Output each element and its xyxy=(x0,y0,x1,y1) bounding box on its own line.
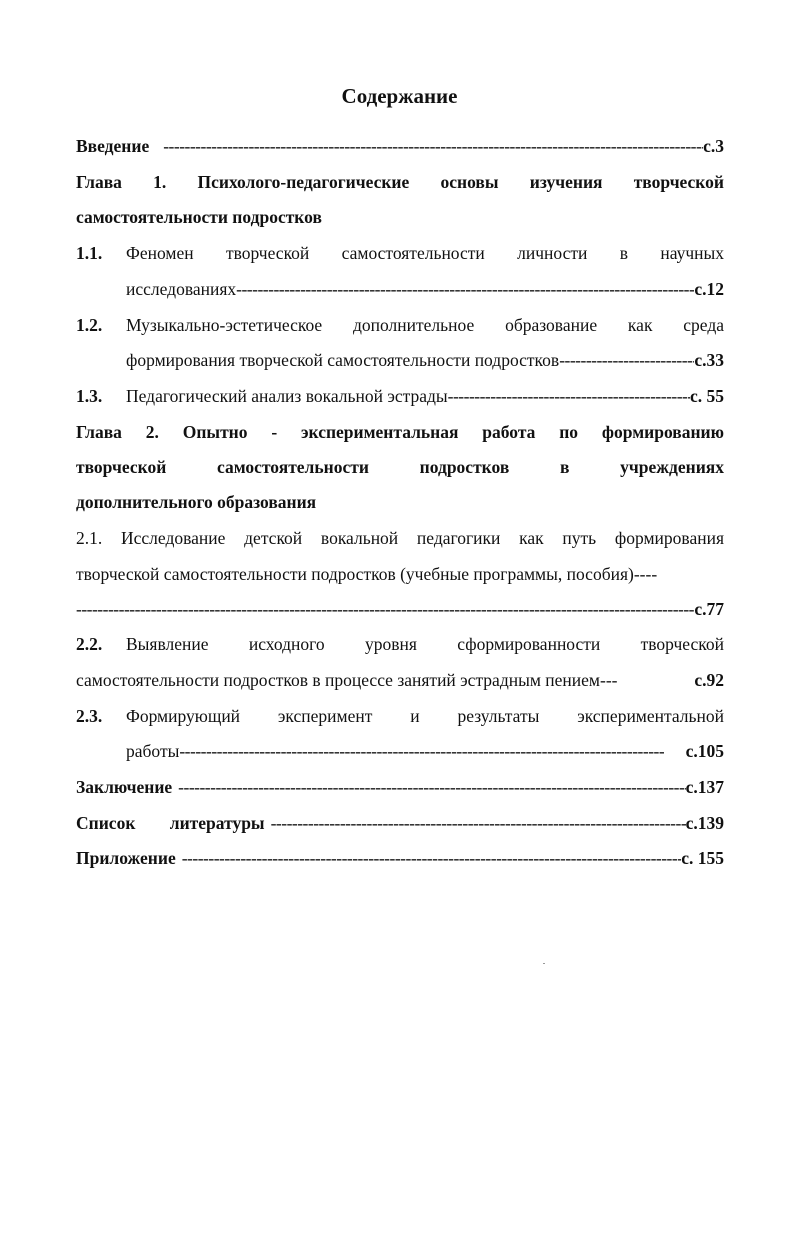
toc-number: 1.3. xyxy=(76,386,103,406)
toc-page: с. 155 xyxy=(681,848,724,868)
toc-page: с.33 xyxy=(694,350,724,370)
toc-entry-2-1-cont xyxy=(76,597,724,621)
toc-entry-2-1: 2.1. Исследование детской вокальной педагогики как путь формирования xyxy=(76,528,724,548)
toc-label: исследованиях xyxy=(126,279,237,299)
dot-leader xyxy=(178,775,685,799)
toc-number: 1.2. xyxy=(76,315,103,335)
toc-number: 1.1. xyxy=(76,243,103,263)
dot-leader xyxy=(236,277,694,301)
toc-label: самостоятельности подростков в процессе занятий эстрадным пением--- xyxy=(76,670,618,690)
toc-page: с. 55 xyxy=(689,386,724,406)
toc-label: Выявление исходного уровня сформированности творческой xyxy=(126,634,724,654)
toc-entry-1-1 xyxy=(76,241,724,265)
toc-number: 2.2. xyxy=(76,634,103,654)
toc-label: Формирующий эксперимент и результаты экспериментальной xyxy=(126,706,724,726)
toc-page: с.105 xyxy=(685,741,724,761)
dot-leader xyxy=(448,384,690,408)
toc-chapter-2-line-2: творческой самостоятельности подростков в учреждениях xyxy=(76,457,724,477)
toc-label: Введение xyxy=(76,136,150,156)
dot-leader xyxy=(76,597,694,621)
toc-page: с.12 xyxy=(694,279,724,299)
toc-chapter-2-line-3: дополнительного образования xyxy=(76,492,317,512)
toc-label: работы xyxy=(126,741,180,761)
toc-entry-2-2 xyxy=(76,632,724,656)
toc-label: Заключение xyxy=(76,777,173,797)
toc-entry-2-1-line-2: творческой самостоятельности подростков (учебные программы, пособия)---- xyxy=(76,564,658,584)
toc-label: Приложение xyxy=(76,848,176,868)
toc-entry-2-2-cont xyxy=(76,668,724,692)
toc-page: с.137 xyxy=(685,777,724,797)
toc-label: Педагогический анализ вокальной эстрады xyxy=(126,386,448,406)
toc-label: Феномен творческой самостоятельности личности в научных xyxy=(126,243,724,263)
toc-page: с.92 xyxy=(694,670,724,690)
toc-entry-2-3-cont xyxy=(126,739,724,763)
scan-speck xyxy=(543,963,545,964)
toc-entry-1-3 xyxy=(76,384,724,408)
toc-entry-conclusion xyxy=(76,775,724,799)
dot-leader xyxy=(559,348,694,372)
toc-entry-intro xyxy=(76,134,724,158)
dot-leader xyxy=(271,811,686,835)
toc-entry-appendix xyxy=(76,846,724,870)
toc-entry-1-1-cont xyxy=(126,277,724,301)
page-title: Содержание xyxy=(341,84,458,108)
toc-label: Список литературы xyxy=(76,813,265,833)
dot-leader xyxy=(182,846,681,870)
toc-entry-2-3 xyxy=(76,704,724,728)
toc-page: с.3 xyxy=(703,136,724,156)
dot-leader xyxy=(163,134,703,158)
toc-number: 2.3. xyxy=(76,706,103,726)
toc-chapter-1-line-1: Глава 1. Психолого-педагогические основы изучения творческой xyxy=(76,172,724,192)
toc-entry-references xyxy=(76,811,724,835)
toc-label: формирования творческой самостоятельности подростков xyxy=(126,350,560,370)
toc-chapter-1-line-2: самостоятельности подростков xyxy=(76,207,322,227)
toc-label: Музыкально-эстетическое дополнительное образование как среда xyxy=(126,315,724,335)
toc-entry-1-2-cont xyxy=(126,348,724,372)
dot-leader xyxy=(179,739,663,763)
toc-page: с.77 xyxy=(694,599,724,619)
toc-chapter-2-line-1: Глава 2. Опытно - экспериментальная работа по формированию xyxy=(76,422,724,442)
toc-page: с.139 xyxy=(685,813,724,833)
toc-entry-1-2 xyxy=(76,313,724,337)
